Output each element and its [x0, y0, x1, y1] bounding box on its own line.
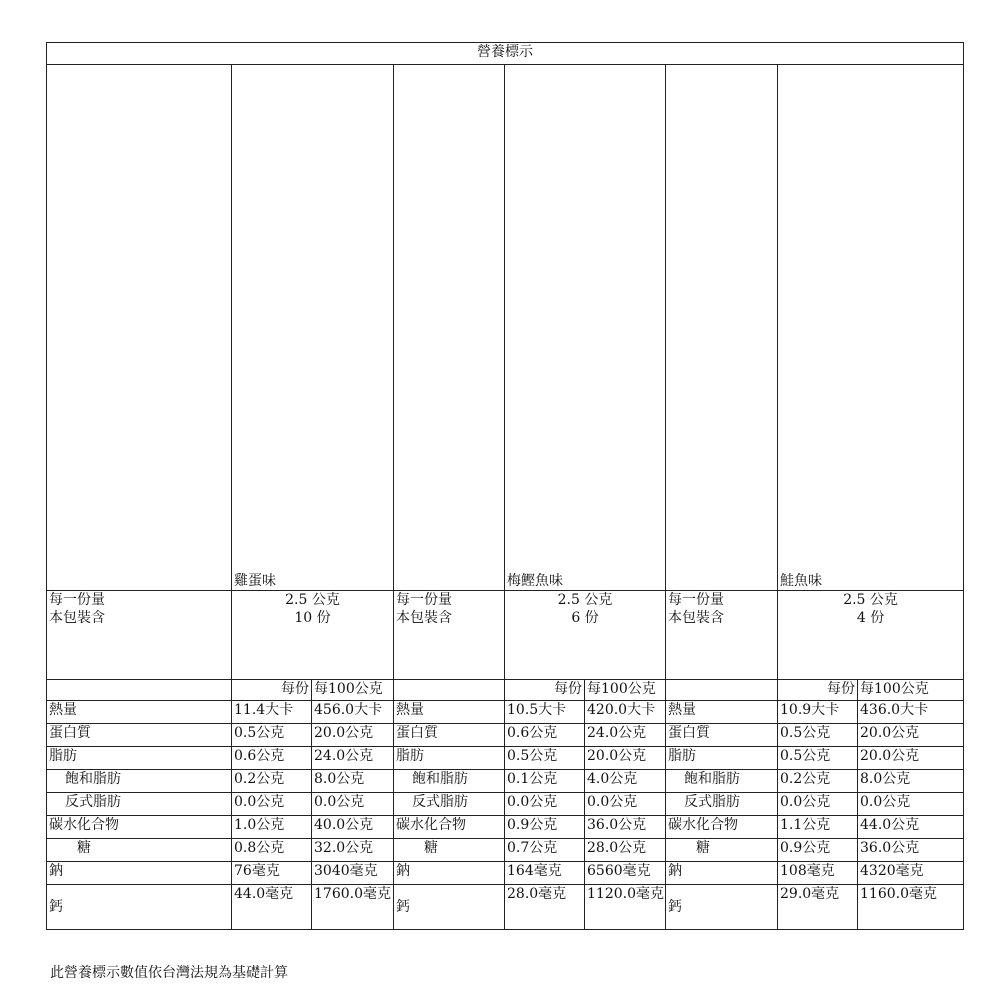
nutrient-name: 飽和脂肪	[47, 770, 232, 793]
serving-values: 2.5 公克 6 份	[505, 591, 666, 680]
per-100g-value: 1760.0毫克	[312, 885, 394, 930]
per-serving-value: 11.4大卡	[232, 701, 312, 724]
per-serving-value: 0.5公克	[778, 724, 858, 747]
per-100g-value: 8.0公克	[312, 770, 394, 793]
per-100g-header: 每100公克	[585, 680, 666, 701]
per-serving-header: 每份	[505, 680, 585, 701]
nutrient-name: 鈉	[394, 862, 505, 885]
per-serving-value: 0.0公克	[778, 793, 858, 816]
nutrient-name: 糖	[666, 839, 778, 862]
serving-values: 2.5 公克 10 份	[232, 591, 394, 680]
nutrient-name: 糖	[394, 839, 505, 862]
per-serving-value: 76毫克	[232, 862, 312, 885]
table-row	[47, 747, 964, 770]
table-row	[47, 885, 964, 930]
per-serving-value: 0.9公克	[505, 816, 585, 839]
serving-values: 2.5 公克 4 份	[778, 591, 964, 680]
image-area	[394, 65, 505, 591]
nutrient-rows	[47, 701, 964, 930]
per-serving-value: 164毫克	[505, 862, 585, 885]
per-100g-value: 44.0公克	[858, 816, 964, 839]
per-100g-value: 36.0公克	[585, 816, 666, 839]
flavor-salmon: 鮭魚味	[778, 65, 964, 591]
nutrient-name: 碳水化合物	[47, 816, 232, 839]
nutrient-name: 碳水化合物	[666, 816, 778, 839]
serving-info-row	[47, 591, 964, 680]
nutrient-name: 蛋白質	[394, 724, 505, 747]
per-100g-value: 36.0公克	[858, 839, 964, 862]
table-row	[47, 839, 964, 862]
per-serving-value: 10.9大卡	[778, 701, 858, 724]
per-serving-value: 0.6公克	[232, 747, 312, 770]
per-serving-value: 0.0公克	[232, 793, 312, 816]
per-serving-value: 108毫克	[778, 862, 858, 885]
nutrient-name: 熱量	[666, 701, 778, 724]
nutrient-name: 蛋白質	[666, 724, 778, 747]
per-100g-value: 436.0大卡	[858, 701, 964, 724]
nutrition-table	[46, 42, 964, 930]
per-100g-value: 24.0公克	[585, 724, 666, 747]
per-serving-value: 0.0公克	[505, 793, 585, 816]
column-header-row	[47, 680, 964, 701]
per-100g-value: 0.0公克	[858, 793, 964, 816]
nutrient-name: 蛋白質	[47, 724, 232, 747]
nutrient-name: 鈉	[666, 862, 778, 885]
table-row	[47, 793, 964, 816]
table-row	[47, 701, 964, 724]
nutrition-label	[46, 42, 963, 930]
per-100g-header: 每100公克	[858, 680, 964, 701]
per-serving-value: 29.0毫克	[778, 885, 858, 930]
per-100g-value: 20.0公克	[585, 747, 666, 770]
per-100g-value: 28.0公克	[585, 839, 666, 862]
per-serving-value: 10.5大卡	[505, 701, 585, 724]
flavor-plum-bonito: 梅鰹魚味	[505, 65, 666, 591]
nutrient-name: 鈉	[47, 862, 232, 885]
per-serving-value: 0.5公克	[232, 724, 312, 747]
table-row	[47, 816, 964, 839]
per-serving-value: 0.9公克	[778, 839, 858, 862]
nutrient-name: 飽和脂肪	[394, 770, 505, 793]
per-100g-value: 420.0大卡	[585, 701, 666, 724]
nutrient-name: 反式脂肪	[47, 793, 232, 816]
per-serving-value: 28.0毫克	[505, 885, 585, 930]
per-100g-value: 3040毫克	[312, 862, 394, 885]
per-100g-value: 0.0公克	[312, 793, 394, 816]
serving-labels: 每一份量 本包裝含	[47, 591, 232, 680]
image-area	[47, 65, 232, 591]
per-100g-value: 4.0公克	[585, 770, 666, 793]
per-serving-value: 0.2公克	[778, 770, 858, 793]
nutrient-name: 糖	[47, 839, 232, 862]
per-serving-value: 0.2公克	[232, 770, 312, 793]
per-serving-value: 0.5公克	[505, 747, 585, 770]
per-100g-value: 456.0大卡	[312, 701, 394, 724]
per-100g-value: 40.0公克	[312, 816, 394, 839]
per-100g-value: 20.0公克	[312, 724, 394, 747]
image-area	[666, 65, 778, 591]
per-serving-header: 每份	[232, 680, 312, 701]
per-100g-value: 6560毫克	[585, 862, 666, 885]
table-row	[47, 770, 964, 793]
per-serving-header: 每份	[778, 680, 858, 701]
nutrient-name: 鈣	[394, 885, 505, 930]
table-title: 營養標示	[47, 43, 964, 65]
per-100g-value: 0.0公克	[585, 793, 666, 816]
per-serving-value: 1.0公克	[232, 816, 312, 839]
table-row	[47, 862, 964, 885]
nutrient-name: 飽和脂肪	[666, 770, 778, 793]
per-100g-value: 24.0公克	[312, 747, 394, 770]
per-serving-value: 0.5公克	[778, 747, 858, 770]
nutrient-name: 反式脂肪	[666, 793, 778, 816]
nutrient-name: 脂肪	[666, 747, 778, 770]
per-100g-value: 1160.0毫克	[858, 885, 964, 930]
flavor-egg: 雞蛋味	[232, 65, 394, 591]
per-serving-value: 44.0毫克	[232, 885, 312, 930]
nutrient-name: 熱量	[47, 701, 232, 724]
footnote: 此營養標示數值依台灣法規為基礎計算	[50, 965, 288, 981]
nutrient-name: 反式脂肪	[394, 793, 505, 816]
table-row	[47, 724, 964, 747]
per-serving-value: 0.8公克	[232, 839, 312, 862]
nutrient-name: 鈣	[666, 885, 778, 930]
per-100g-value: 20.0公克	[858, 747, 964, 770]
nutrient-name: 脂肪	[47, 747, 232, 770]
per-100g-value: 8.0公克	[858, 770, 964, 793]
serving-labels: 每一份量 本包裝含	[666, 591, 778, 680]
per-serving-value: 0.1公克	[505, 770, 585, 793]
per-serving-value: 0.7公克	[505, 839, 585, 862]
nutrient-name: 碳水化合物	[394, 816, 505, 839]
per-100g-value: 4320毫克	[858, 862, 964, 885]
per-100g-value: 32.0公克	[312, 839, 394, 862]
per-serving-value: 0.6公克	[505, 724, 585, 747]
per-100g-header: 每100公克	[312, 680, 394, 701]
nutrient-name: 脂肪	[394, 747, 505, 770]
per-serving-value: 1.1公克	[778, 816, 858, 839]
per-100g-value: 1120.0毫克	[585, 885, 666, 930]
serving-labels: 每一份量 本包裝含	[394, 591, 505, 680]
per-100g-value: 20.0公克	[858, 724, 964, 747]
nutrient-name: 熱量	[394, 701, 505, 724]
nutrient-name: 鈣	[47, 885, 232, 930]
